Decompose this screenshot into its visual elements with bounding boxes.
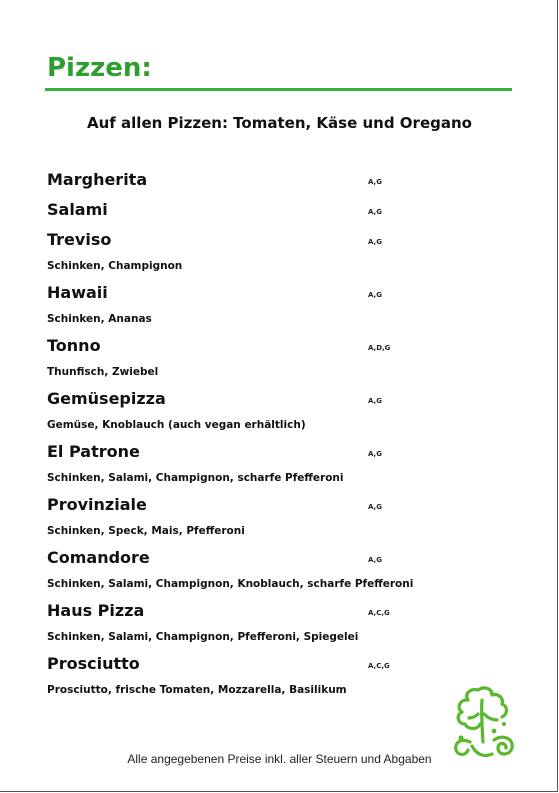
- menu-item: [47, 387, 467, 440]
- pizza-description: Schinken, Speck, Mais, Pfefferoni: [47, 525, 245, 537]
- menu-item: [47, 546, 467, 599]
- menu-item: [47, 493, 467, 546]
- menu-item-row: [47, 228, 467, 258]
- menu-item-row: [47, 652, 467, 682]
- pizza-description: Schinken, Champignon: [47, 260, 183, 272]
- price-disclaimer-footer: Alle angegebenen Preise inkl. aller Steuern und Abgaben: [127, 752, 432, 766]
- menu-item-row: [47, 546, 467, 576]
- menu-item: [47, 228, 467, 281]
- pizza-menu-list: [47, 168, 467, 705]
- menu-item-row: [47, 599, 467, 629]
- pizza-description: Thunfisch, Zwiebel: [47, 366, 159, 378]
- menu-item-row: [47, 168, 467, 198]
- menu-item-row: [47, 387, 467, 417]
- pizza-name: Haus Pizza: [47, 601, 145, 620]
- menu-item: [47, 599, 467, 652]
- allergen-codes: A,C,G: [368, 609, 390, 617]
- allergen-codes: A,G: [368, 556, 382, 564]
- pizza-description: Schinken, Salami, Champignon, Knoblauch, scharfe Pfefferoni: [47, 578, 414, 590]
- menu-item-row: [47, 440, 467, 470]
- pizza-description: Prosciutto, frische Tomaten, Mozzarella, Basilikum: [47, 684, 347, 696]
- allergen-codes: A,G: [368, 178, 382, 186]
- pizza-name: Comandore: [47, 548, 150, 567]
- page-title: Pizzen:: [47, 53, 152, 83]
- menu-item: [47, 168, 467, 198]
- pizza-name: Margherita: [47, 170, 148, 189]
- pizza-name: Gemüsepizza: [47, 389, 166, 408]
- menu-item: [47, 198, 467, 228]
- allergen-codes: A,G: [368, 291, 382, 299]
- allergen-codes: A,G: [368, 208, 382, 216]
- menu-item: [47, 652, 467, 705]
- pizza-name: Salami: [47, 200, 108, 219]
- allergen-codes: A,G: [368, 397, 382, 405]
- pizza-description: Schinken, Ananas: [47, 313, 152, 325]
- pizza-name: Prosciutto: [47, 654, 140, 673]
- page-subtitle: Auf allen Pizzen: Tomaten, Käse und Oregano: [87, 114, 472, 132]
- pizza-name: Treviso: [47, 230, 112, 249]
- title-underline: [45, 88, 512, 91]
- pizza-name: Tonno: [47, 336, 101, 355]
- allergen-codes: A,C,G: [368, 662, 390, 670]
- menu-item-row: [47, 281, 467, 311]
- allergen-codes: A,G: [368, 450, 382, 458]
- pizza-description: Gemüse, Knoblauch (auch vegan erhältlich): [47, 419, 306, 431]
- menu-item-row: [47, 493, 467, 523]
- menu-item-row: [47, 334, 467, 364]
- allergen-codes: A,G: [368, 238, 382, 246]
- pizza-name: Provinziale: [47, 495, 147, 514]
- menu-item-row: [47, 198, 467, 228]
- pizza-name: Hawaii: [47, 283, 108, 302]
- allergen-codes: A,D,G: [368, 344, 391, 352]
- allergen-codes: A,G: [368, 503, 382, 511]
- menu-item: [47, 281, 467, 334]
- pizza-description: Schinken, Salami, Champignon, Pfefferoni, Spiegelei: [47, 631, 359, 643]
- pizza-description: Schinken, Salami, Champignon, scharfe Pfefferoni: [47, 472, 344, 484]
- pizza-name: El Patrone: [47, 442, 140, 461]
- menu-item: [47, 440, 467, 493]
- menu-item: [47, 334, 467, 387]
